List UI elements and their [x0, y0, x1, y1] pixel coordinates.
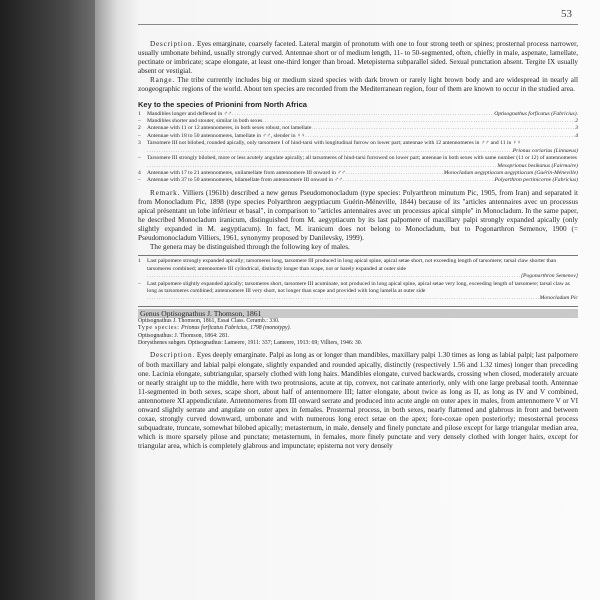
key-row-number: 1 [138, 110, 141, 117]
key-row-result: 2 [575, 118, 578, 125]
key-row-leader [346, 170, 444, 177]
key-row-leader [311, 125, 575, 132]
key-row-text: Last palpomere slightly expanded apically; tarsomeres short, tarsomere III acuminate, not produced in long apical spine, apical setae very long, exceeding length of tarsomere; tarsal claw as long as tarsomeres combined; antennomere III very short, not longer than scape and provided with long lamella at outer side [147, 280, 570, 294]
key-row-body [147, 258, 578, 280]
key-row-text: Antennae with 17 to 21 antennomeres, unilamellate from antennomere III onward in ♂♂ [147, 169, 346, 176]
genus-description-label: Description. [150, 351, 195, 360]
key-row [138, 111, 578, 118]
genus-header: Genus Optisognathus J. Thomson, 1861 [138, 309, 578, 318]
key-row-body [147, 177, 578, 184]
key-row-leader [343, 177, 495, 184]
key-row-number: 1 [138, 258, 141, 265]
key-row-result: Polyarthron pectinicorne (Fabricius) [494, 177, 578, 184]
key-row-text: Antennae with 37 to 50 antennomeres, bilamellate from antennomere III onward in ♂♂ [147, 177, 343, 184]
key-row [138, 170, 578, 177]
key-row-text: Last palpomere strongly expanded apically; tarsomeres long, tarsomere III produced in long apical spine, apical setae short, not exceeding length of tarsomere; tarsal claw shorter than tarsomeres combined; antennomere III cylindrical, distinctly longer than scape, not or barely expanded at outer side [147, 258, 557, 272]
page-number: 53 [561, 8, 572, 20]
key-row [138, 118, 578, 125]
genera-key [138, 258, 578, 302]
key-row-body [147, 125, 578, 132]
key-row-body [147, 140, 578, 155]
key-row-body [147, 155, 578, 170]
key-row-result: 3 [575, 125, 578, 132]
key-row-number: – [138, 177, 141, 184]
key-row [138, 258, 578, 280]
key-row-leader [147, 163, 497, 170]
key-row-text: Mandibles shorter and stouter, similar in both sexes [147, 118, 263, 125]
genus-reference-2: Optisognathus: J. Thomson, 1864: 281. [138, 332, 230, 339]
description-label: Description. [150, 40, 195, 48]
key-row-text: Tarsomere III strongly bilobed, more or less acutely angulate apically; all tarsomeres of hind-tarsi furrowed on lower part; antennae in both sexes with same number (11 or 12) of antennomeres [147, 155, 577, 162]
key-row-text: Antennae with 11 or 12 antennomeres, in both sexes robust, not lamellate [147, 125, 312, 132]
type-species-label: Type species: [138, 325, 180, 332]
key-row-body [147, 111, 578, 118]
book-page [95, 0, 600, 600]
key-row-leader [147, 148, 513, 155]
key-row-number: – [138, 118, 141, 125]
header-rule [138, 24, 578, 25]
remark-text: Villiers (1961b) described a new genus Pseudomonocladum (type species: Polyarthron minutum Pic, 1905, from Iran) and separated it from Monocladum Pic, 1898 (type species Polyarthron aegyptiacum Guérin-Méneville, 1844) because of its "articles antennaires avec un processus apical présentant un lobe inférieur et basal", in comparison to "articles antennaires avec un processus apical simple" in Monocladum. In the same paper, he described Monocladum iranicum, distinguished from M. aegyptiacum by its last palpomere of maxillary palpi strongly expanded apically (only slightly expanded in M. aegyptiacum). In fact, M. iranicum does not belong to Monocladum, but to Pogonarthron Semenov, 1900 (= Pseudomonocladum Villiers, 1961, synonymy proposed by Danilevsky, 1999). [138, 188, 578, 243]
key-row [138, 125, 578, 132]
type-species [138, 325, 578, 332]
description-paragraph [138, 40, 578, 76]
key-row-body [147, 133, 578, 140]
key-row-number: – [138, 155, 141, 162]
key-row-result: Monocladum Pic [539, 295, 578, 302]
remark-paragraph [138, 189, 578, 244]
publisher-logo [595, 470, 600, 530]
description-text: Eyes emarginate, coarsely faceted. Lateral margin of pronotum with one to four strong teeth or spines; prosternal process narrower, usually umbonate behind, usually strongly curved. Antennae short or of medium length, 11- to 50-segmented, often, chiefly in male, aspenate, lamellate, pectinate or imbricate; scape elongate, at least one-third longer than broad. Metepisterna subparallel sided. Sexual punctation absent. Tergite IX usually absent or vestigial. [138, 40, 578, 76]
key-title: Key to the species of Prionini from North Africa [138, 99, 307, 109]
range-label: Range. [150, 76, 175, 85]
key-row-result: Optisognathus forficatus (Fabricius). [494, 110, 578, 117]
range-text: The tribe currently includes big or medium sized species with dark brown or rarely light brown body and are widespread in nearly all zoogeographic regions of the world. About ten species are recorded from the Mediterranean region, four of them are known to occur in the studied area. [138, 76, 578, 94]
key-row-body [147, 118, 578, 125]
genus-description-paragraph [138, 351, 578, 451]
key-row-leader [262, 118, 575, 125]
key-row-body [147, 281, 578, 303]
key-row [138, 140, 578, 155]
key-row-result: Prionus coriarius (Linnaeus) [512, 147, 578, 154]
key-row [138, 155, 578, 170]
key-row-number: – [138, 280, 141, 287]
remark-label: Remark. [150, 188, 181, 197]
key-row-number: 2 [138, 125, 141, 132]
key-row-number: – [138, 132, 141, 139]
key-row-result: Mesoprionus besikanus (Fairmaire) [497, 162, 578, 169]
genus-reference-3: Dorysthenes subgen. Optisognathus: Lameere, 1911: 337; Lameere, 1913: 69; Villiers, 1946: 30. [138, 340, 363, 347]
type-species-text: Prionus forficatus Fabricius, 1798 (monotypy). [179, 325, 291, 332]
key-row-leader [147, 295, 540, 302]
key-row-leader [232, 111, 494, 118]
key-row-result: Monocladum aegyptiacum aegyptiacum (Guérin-Méneville) [443, 169, 578, 176]
page-body [138, 40, 578, 451]
key2-top-rule [138, 255, 578, 256]
range-paragraph [138, 76, 578, 94]
key-row-number: 4 [138, 169, 141, 176]
key-row [138, 133, 578, 140]
key-row-result: [Pogonarthron Semenov] [520, 273, 578, 280]
key-row-leader [305, 133, 575, 140]
key-row-text: Antennae with 18 to 50 antennomeres, lamellate in ♂♂, slender in ♀♀ [147, 132, 306, 139]
remark-continuation: The genera may be distinguished through the following key of males. [150, 243, 350, 252]
key-row-result: 4 [575, 132, 578, 139]
genus-reference-1: Optisognathus J. Thomson, 1861, Essai Class. Ceramb.: 330. [138, 317, 280, 324]
key-row [138, 177, 578, 184]
key-row-text: Tarsomere III not bilobed, rounded apically, only tarsomere I of hind-tarsi with longitudinal furrow on lower part; antennae with 12 antennomeres in ♂♂ and 11 in ♀♀ [147, 140, 522, 147]
key2-bottom-rule [138, 306, 578, 307]
key-row-number: 3 [138, 140, 141, 147]
genus-description-text: Eyes deeply emarginate. Palpi as long as or longer than mandibles, maxillary palpi 1.30 times as long as labial palpi; last palpomere of both maxillary and labial palpi elongate, slightly expanded and rounded apically, distinctly (respectively 1.56 and 1.32 times) longer than preceding one. Lacinia elongate, subtriangular, sparsely clothed with long hairs. Mandibles elongate, curved backwards, crossing when closed, moderately arcuate or nearly straight up to the middle, here with two protrusions, acute at tip, convex, not carinate anteriorly, only with one large prebasal tooth. Antennae 11-segmented in both sexes, scape short, about half of antennomere III; latter elongate, about twice as long as II, as long as IV and V combined, antennomere XI appendiculate. Antennomeres from III onward serrate and produced into acute angle on outer apex in males, from antennomere V or VI onward slightly serrate and angulate on outer apex in females. Prosternal process, in both sexes, nearly flattened and glabrous in front and between coxae, strongly curved downward, umbonate and with numerous long erect setae on the apex; fore-coxae open posteriorly; mesosternal process subquadrate, truncate, somewhat bilobed apically; metasternum, in male, densely and finely punctate and pilose except for large triangular median area, which is more sparsely pilose and punctate; metasternum, in females, more finely punctate and very densely clothed with longer hairs, except for triangular area, which is completely glabrous and impunctate; episterna not very densely [138, 351, 578, 451]
key-row-body [147, 170, 578, 177]
key-row [138, 281, 578, 303]
key-row-leader [147, 273, 521, 280]
key-row-text: Mandibles longer and deflexed in ♂♂ [147, 110, 232, 117]
species-key [138, 111, 578, 185]
